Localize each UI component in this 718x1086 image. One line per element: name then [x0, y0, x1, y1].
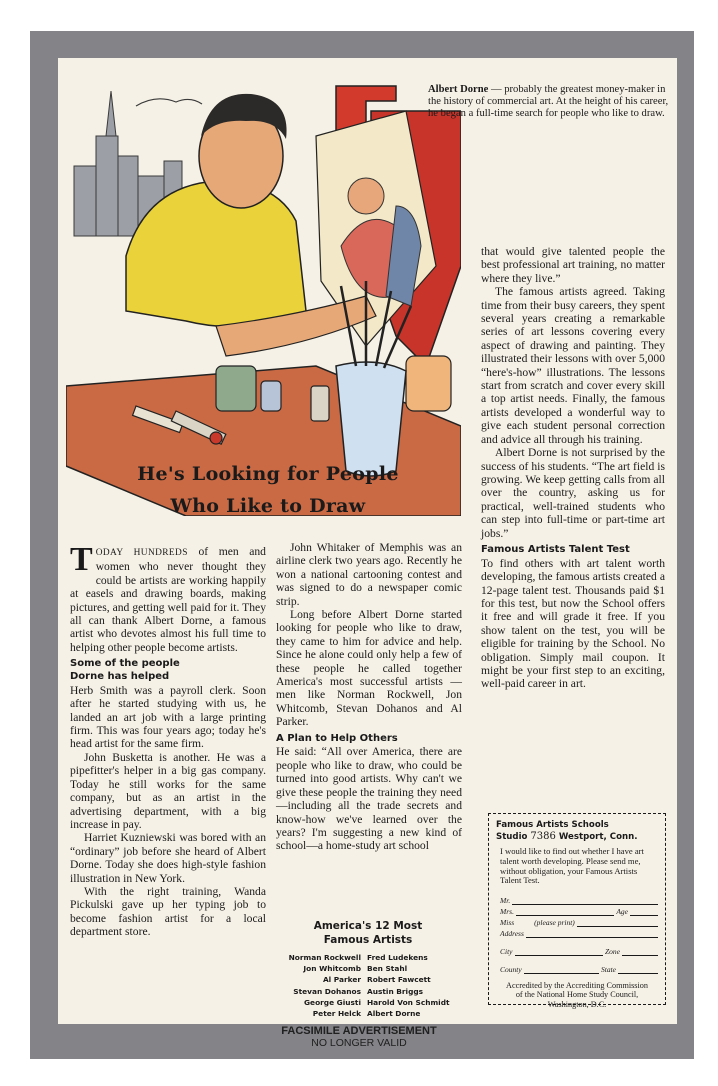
- artist-name: Ben Stahl: [367, 964, 408, 974]
- paragraph-he-said: He said: “All over America, there are people who like to draw, who could be turned into good artists. Why can't we give these people the training they need—including all the trade secrets and know-how we've learned over the years? I'm suggesting a new kind of school—a home-study art school: [276, 745, 462, 853]
- coupon-intro: I would like to find out whether I have art talent worth developing. Please send me, without obligation, your Famous Artists Talent Test.: [500, 846, 644, 886]
- label-please-print: (please print): [534, 918, 575, 928]
- artist-name: Al Parker: [322, 975, 361, 985]
- coupon-header: [496, 820, 658, 843]
- paragraph-artists-agreed: The famous artists agreed. Taking time from their busy careers, they spent several years creating a remarkable series of art lessons covering every aspect of drawing and painting. They illustrated their lessons with over 5,000 “here's-how” illustrations. The lessons start from scratch and cover every skill a top artist needs. Finally, the famous artists developed a wonderful way to give each student personal correction and advice all through his training.: [481, 285, 665, 446]
- headline-line-2: Who Like to Draw: [170, 495, 366, 517]
- paragraph-john-busketta: John Busketta is another. He was a pipefitter's helper in a big gas company. Today he still works for the same company, but as an artist in the advertising department, with a big increase in pay.: [70, 750, 266, 831]
- artist-name: Stevan Dohanos: [293, 986, 361, 996]
- artist-names-left: [273, 952, 361, 1019]
- paragraph-continued: that would give talented people the best professional art training, no matter where they live.”: [481, 245, 665, 285]
- artist-names-grid: [273, 952, 463, 1019]
- caption-name: Albert Dorne: [428, 84, 489, 95]
- label-address: Address: [500, 929, 524, 939]
- name-field-mr[interactable]: [500, 894, 658, 905]
- article-column-2: [276, 541, 462, 853]
- artist-name: Peter Helck: [312, 1009, 361, 1019]
- label-mr: Mr.: [500, 896, 511, 906]
- label-mrs: Mrs.: [500, 907, 514, 917]
- paragraph-harriet: Harriet Kuzniewski was bored with an “ordinary” job before she heard of Albert Dorne. Today she does high-style fashion illustration in New York.: [70, 831, 266, 885]
- subhead-line-2: Dorne has helped: [70, 671, 170, 683]
- label-zone: Zone: [605, 947, 620, 957]
- coupon-studio-number: 7386: [530, 831, 556, 842]
- label-age: Age: [616, 907, 628, 917]
- advertisement-page: [58, 58, 677, 1024]
- county-state-field[interactable]: [500, 963, 658, 974]
- article-column-3: [481, 245, 665, 691]
- label-state: State: [601, 965, 616, 975]
- artist-illustration: [66, 66, 461, 516]
- coupon-accreditation: Accredited by the Accrediting Commission of the National Home Study Council, Washington, D.C.: [506, 981, 648, 1009]
- brush-jar: [336, 362, 406, 476]
- label-city: City: [500, 947, 513, 957]
- article-column-1: [70, 541, 266, 939]
- paragraph-talent-test: To find others with art talent worth developing, the famous artists created a 12-page talent test. Thousands paid $1 for this test, but now the School offers it free and will grade it free. If you show talent on the test, you will be eligible for training by the School. No obligation. Simply mail coupon. It might be your first step to an exciting, well-paid career in art.: [481, 556, 665, 691]
- name-field-mrs[interactable]: [500, 905, 658, 916]
- famous-title-line-1: America's 12 Most: [313, 920, 423, 932]
- drop-cap: T: [70, 541, 93, 578]
- no-longer-valid-notice: NO LONGER VALID: [311, 1037, 407, 1049]
- subhead-talent-test: Famous Artists Talent Test: [481, 543, 630, 555]
- paragraph-john-whitaker: John Whitaker of Memphis was an airline clerk two years ago. Recently he won a national cartooning contest and was signed to do a newspaper comic strip.: [276, 541, 462, 608]
- artist-name: Jon Whitcomb: [303, 964, 361, 974]
- coupon-school-name: Famous Artists Schools: [496, 820, 609, 830]
- artist-name: George Giusti: [303, 997, 361, 1007]
- artist-names-right: [367, 952, 463, 1019]
- artist-name: Albert Dorne: [367, 1009, 421, 1019]
- famous-artists-title: [273, 920, 463, 947]
- artist-name: Harold Von Schmidt: [367, 997, 450, 1007]
- city-zone-field[interactable]: [500, 945, 658, 956]
- name-field-miss[interactable]: [500, 916, 658, 927]
- artist-name: Robert Fawcett: [367, 975, 431, 985]
- famous-artists-list: [273, 920, 463, 1019]
- mail-coupon[interactable]: [488, 813, 666, 1009]
- coupon-form: [496, 894, 658, 974]
- paragraph-long-before: Long before Albert Dorne started looking for people who like to draw, they came to him for advice and help. Since he alone could only help a few of these people he called together America's most successful artists —men like Norman Rockwell, Jon Whitcomb, Stevan Dohanos and Al Parker.: [276, 608, 462, 729]
- coupon-studio-label: Studio: [496, 832, 528, 842]
- paragraph-wanda: With the right training, Wanda Pickulski gave up her typing job to become fashion artist for a local department store.: [70, 884, 266, 939]
- paragraph-herb-smith: Herb Smith was a payroll clerk. Soon after he started studying with us, he landed an art job with a large printing firm. This was four years ago; today he's head artist for the same firm.: [70, 683, 266, 751]
- lead-paragraph: of men and women who never thought they could be artists are working happily at easels and drawing boards, making pictures, and getting well paid for it. They all can thank Albert Dorne, a famous artist who devotes almost his full time to helping other people become artists.: [70, 545, 266, 654]
- caption-text: — probably the greatest money-maker in the history of commercial art. At the height of his career, he began a full-time search for people who like to draw.: [428, 84, 669, 119]
- famous-title-line-2: Famous Artists: [323, 933, 413, 946]
- lead-smallcaps: ODAY HUNDREDS: [95, 548, 188, 558]
- photo-caption: [428, 84, 673, 120]
- artist-name: Norman Rockwell: [288, 953, 361, 962]
- subhead-plan: A Plan to Help Others: [276, 732, 398, 744]
- paragraph-not-surprised: Albert Dorne is not surprised by the success of his students. “The art field is growing. We keep getting calls from all over the country, asking us for practical, well-trained students who can step into full-time or part-time art jobs.”: [481, 446, 665, 540]
- coupon-city: Westport, Conn.: [558, 832, 638, 842]
- artist-name: Fred Ludekens: [367, 953, 428, 962]
- facsimile-notice: FACSIMILE ADVERTISEMENT: [281, 1025, 437, 1037]
- artist-name: Austin Briggs: [367, 986, 424, 996]
- address-field[interactable]: [500, 927, 658, 938]
- headline-line-1: He's Looking for People: [137, 463, 399, 485]
- subhead-line-1: Some of the people: [70, 658, 180, 670]
- label-miss: Miss: [500, 918, 515, 928]
- label-county: County: [500, 965, 522, 975]
